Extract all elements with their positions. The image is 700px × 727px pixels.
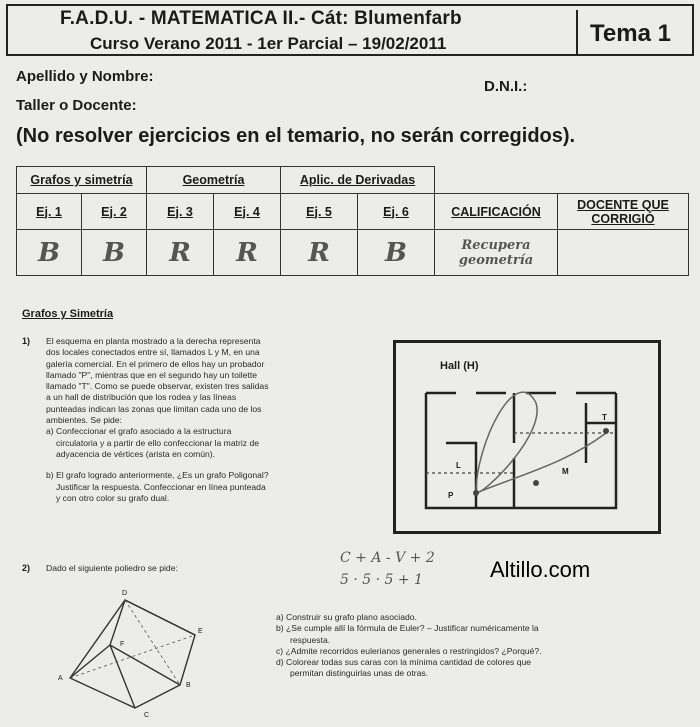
plan-label-m: M bbox=[562, 467, 569, 476]
calificacion-header: CALIFICACIÓN bbox=[451, 204, 541, 219]
text-line: punteadas indican las zonas que limitan cada uno de los bbox=[46, 403, 262, 414]
watermark-text: Altillo.com bbox=[490, 557, 591, 582]
grade-mark: B bbox=[385, 237, 407, 268]
warning-note: (No resolver ejercicios en el temario, no serán corregidos). bbox=[16, 125, 576, 147]
text-line: y con otro color su grafo dual. bbox=[56, 492, 170, 503]
text-line: ambientes. Se pide: bbox=[46, 415, 122, 426]
exercise-label: Ej. 1 bbox=[36, 204, 62, 219]
plan-label-t: T bbox=[602, 413, 607, 422]
grades-table bbox=[16, 166, 689, 276]
polyhedron-figure bbox=[50, 590, 230, 720]
text-line: b) ¿Se cumple allí la fórmula de Euler? – Justificar numéricamente la bbox=[276, 623, 539, 634]
tema-label: Tema 1 bbox=[590, 20, 671, 47]
taller-label: Taller o Docente: bbox=[16, 97, 137, 114]
text-line: El esquema en planta mostrado a la derecha representa bbox=[46, 336, 261, 346]
exam-subtitle: Curso Verano 2011 - 1er Parcial – 19/02/2011 bbox=[90, 34, 447, 53]
poly-label-d: D bbox=[122, 590, 128, 597]
text-line: circulatoria y a partir de ello confeccionar la matriz de bbox=[56, 437, 259, 448]
text-line: llamado "P", mientras que en el segundo hay un toilette bbox=[46, 369, 258, 380]
grade-mark: R bbox=[308, 237, 330, 268]
dni-label: D.N.I.: bbox=[484, 78, 528, 95]
text-line: a un hall de distribución que los rodea y las líneas bbox=[46, 392, 237, 403]
exam-header bbox=[6, 4, 694, 56]
text-line: adyacencia de vértices (arista en común). bbox=[56, 448, 216, 459]
docente-header-2: CORRIGIÓ bbox=[591, 211, 655, 226]
text-line: galería comercial. En el primero de ellos hay un probador bbox=[46, 358, 265, 369]
group-grafos: Grafos y simetría bbox=[30, 173, 133, 187]
plan-label-p: P bbox=[448, 491, 454, 500]
text-line: b) El grafo logrado anteriormente, ¿Es un grafo Poligonal? bbox=[46, 470, 269, 481]
poly-label-f: F bbox=[120, 641, 125, 648]
exam-title: F.A.D.U. - MATEMATICA II.- Cát: Blumenfarb bbox=[60, 8, 462, 29]
q2-text: Dado el siguiente poliedro se pide: bbox=[46, 563, 178, 573]
grade-mark: R bbox=[169, 237, 191, 268]
poly-label-e: E bbox=[198, 628, 203, 635]
handwritten-note-2: 5 · 5 · 5 + 1 bbox=[340, 572, 423, 588]
group-derivadas: Aplic. de Derivadas bbox=[299, 173, 416, 187]
text-line: Justificar la respuesta. Confeccionar en línea punteada bbox=[56, 481, 266, 492]
poly-label-a: A bbox=[58, 675, 63, 682]
spacer bbox=[46, 460, 362, 470]
q1-text bbox=[46, 336, 362, 504]
text-line: a) Construir su grafo plano asociado. bbox=[276, 612, 417, 622]
q2-number: 2) bbox=[22, 563, 31, 573]
text-line: permitan distinguirlas unas de otras. bbox=[290, 668, 429, 679]
exercise-label: Ej. 6 bbox=[383, 204, 409, 219]
group-geometria: Geometría bbox=[182, 173, 245, 187]
plan-hall-label: Hall (H) bbox=[440, 360, 479, 372]
calificacion-value-1: Recupera bbox=[461, 237, 531, 253]
name-label: Apellido y Nombre: bbox=[16, 68, 154, 85]
poly-label-b: B bbox=[186, 682, 191, 689]
text-line: a) Confeccionar el grafo asociado a la estructura bbox=[46, 426, 232, 437]
grade-mark: R bbox=[236, 237, 258, 268]
floor-plan bbox=[393, 340, 661, 534]
grade-mark: B bbox=[38, 237, 60, 268]
exercise-label: Ej. 5 bbox=[306, 204, 332, 219]
exercise-label: Ej. 2 bbox=[101, 204, 127, 219]
plan-label-l: L bbox=[456, 461, 461, 470]
section1-title: Grafos y Simetría bbox=[22, 308, 114, 320]
floor-plan-drawing bbox=[396, 343, 658, 531]
docente-header-1: DOCENTE QUE bbox=[577, 197, 669, 212]
poly-label-c: C bbox=[144, 712, 150, 719]
text-line: d) Colorear todas sus caras con la mínima cantidad de colores que bbox=[276, 657, 532, 668]
q2-items bbox=[276, 612, 676, 680]
exercise-label: Ej. 4 bbox=[234, 204, 260, 219]
text-line: llamado "T". Como se puede observar, existen tres salidas bbox=[46, 381, 269, 392]
q1-number: 1) bbox=[22, 336, 31, 346]
text-line: respuesta. bbox=[290, 634, 331, 645]
grade-mark: B bbox=[103, 237, 125, 268]
text-line: c) ¿Admite recorridos eulerianos generales o restringidos? ¿Porqué?. bbox=[276, 645, 542, 656]
handwritten-note-1: C + A - V + 2 bbox=[340, 550, 435, 566]
text-line: dos locales conectados entre sí, llamados L y M, en una bbox=[46, 347, 260, 358]
calificacion-value-2: geometría bbox=[458, 252, 534, 268]
exercise-label: Ej. 3 bbox=[167, 204, 193, 219]
